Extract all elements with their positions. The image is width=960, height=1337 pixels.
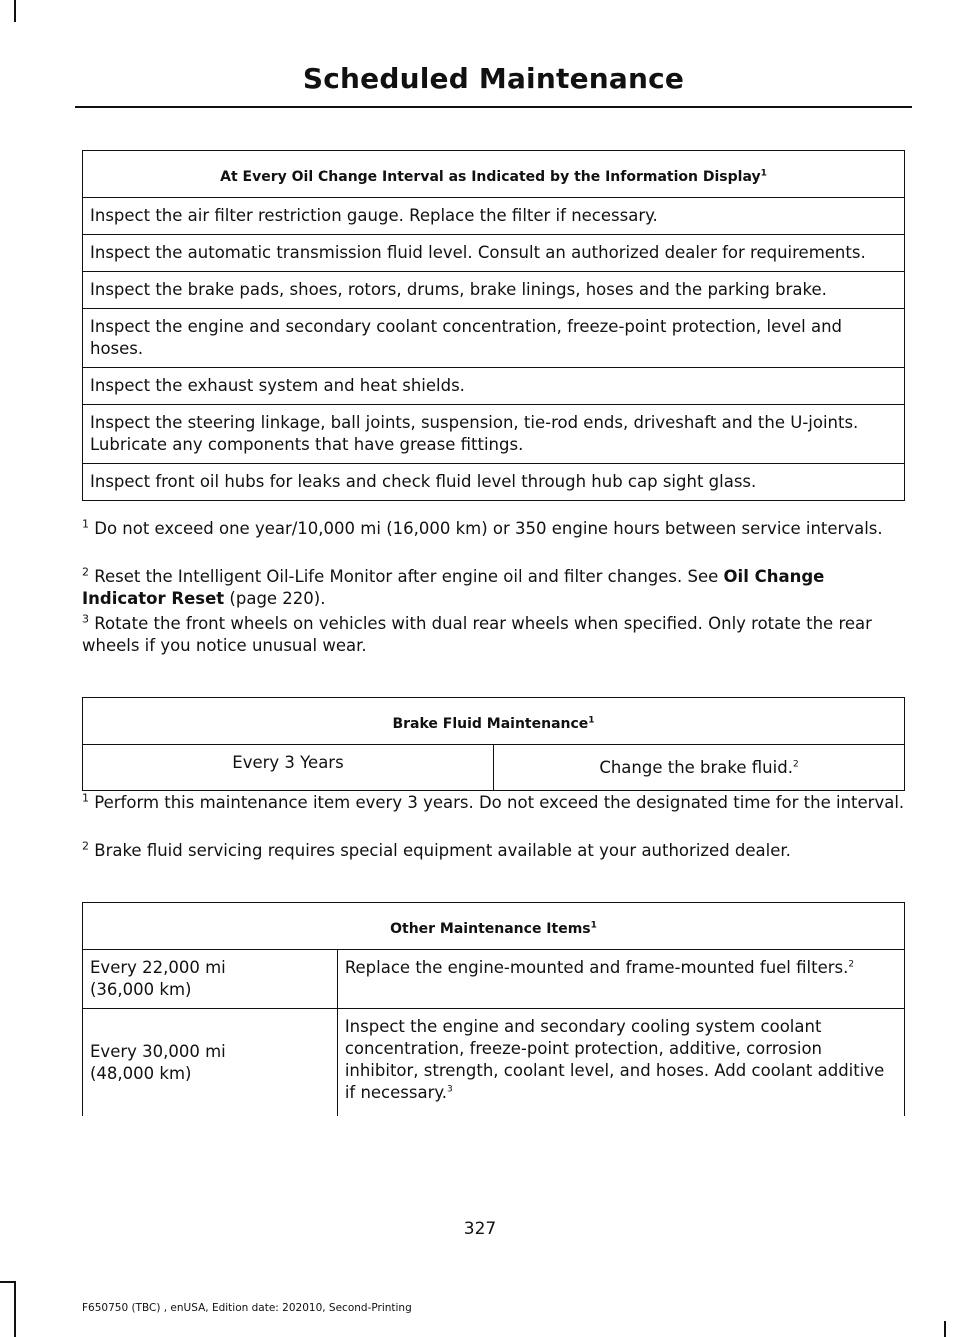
table-heading-text: Brake Fluid Maintenance [392, 716, 589, 732]
table-header-row [83, 151, 905, 198]
action-text: Change the brake fluid. [599, 757, 793, 777]
table-row [83, 745, 905, 791]
table-cell: Inspect the engine and secondary coolant concentration, freeze-point protection, level and hoses. [83, 309, 905, 368]
table-heading-text: At Every Oil Change Interval as Indicated by the Information Display [220, 169, 761, 185]
action-cell [337, 950, 904, 1009]
crop-mark [944, 1321, 946, 1337]
interval-cell: Every 3 Years [83, 745, 494, 791]
table-cell: Inspect the automatic transmission fluid level. Consult an authorized dealer for requirements. [83, 235, 905, 272]
table-row [83, 235, 905, 272]
footnote-text: Rotate the front wheels on vehicles with dual rear wheels when specified. Only rotate the rear wheels if you notice unusual wear. [82, 614, 872, 655]
footnote [82, 613, 908, 657]
table-row [83, 464, 905, 501]
crop-mark [14, 0, 16, 22]
footnote [82, 518, 908, 540]
crop-mark [0, 1281, 14, 1283]
table-cell: Inspect front oil hubs for leaks and check fluid level through hub cap sight glass. [83, 464, 905, 501]
table-header-row [83, 903, 905, 950]
footnote [82, 840, 908, 862]
footnote [82, 566, 908, 610]
footnote-ref: 2 [792, 759, 799, 769]
footnote-text: Reset the Intelligent Oil-Life Monitor after engine oil and filter changes. See [94, 567, 724, 586]
table-heading [83, 903, 905, 950]
action-text: Replace the engine-mounted and frame-mounted fuel filters. [344, 958, 849, 977]
footnote-text: Perform this maintenance item every 3 years. Do not exceed the designated time for the interval. [89, 793, 905, 812]
cross-reference-link[interactable]: Oil Change Indicator Reset [82, 567, 825, 608]
footnote-number: 1 [82, 791, 89, 805]
page-title: Scheduled Maintenance [302, 62, 685, 95]
interval-line: Every 30,000 mi [90, 1041, 226, 1061]
oil-change-table [82, 150, 905, 501]
table-row [83, 1009, 905, 1117]
footnote-text: Do not exceed one year/10,000 mi (16,000 km) or 350 engine hours between service intervals. [94, 519, 883, 538]
table-row [83, 272, 905, 309]
brake-fluid-table [82, 697, 905, 791]
table-row [83, 198, 905, 235]
table-heading [83, 698, 905, 745]
footnote-number: 2 [82, 565, 89, 579]
table-row [83, 368, 905, 405]
action-text: Inspect the engine and secondary cooling system coolant concentration, freeze-point protection, additive, corrosion inhibitor, strength, coolant level, and hoses. Add coolant additive if necessary. [344, 1017, 885, 1102]
page-reference: (page 220). [224, 589, 326, 608]
table-row [83, 405, 905, 464]
action-cell [337, 1009, 904, 1117]
table-cell: Inspect the exhaust system and heat shields. [83, 368, 905, 405]
interval-line: Every 22,000 mi [90, 958, 226, 977]
table-cell: Inspect the brake pads, shoes, rotors, drums, brake linings, hoses and the parking brake. [83, 272, 905, 309]
page-header [75, 58, 912, 108]
table-row [83, 950, 905, 1009]
crop-mark [14, 1281, 16, 1337]
footnote-ref: 1 [590, 920, 597, 931]
interval-cell [83, 1009, 338, 1117]
footnote-ref: 2 [848, 959, 855, 970]
table-heading [83, 151, 905, 198]
footnote-ref: 3 [447, 1084, 453, 1095]
table-cell: Inspect the steering linkage, ball joints, suspension, tie-rod ends, driveshaft and the U-joints. Lubricate any components that have grease fittings. [83, 405, 905, 464]
edition-footer: F650750 (TBC) , enUSA, Edition date: 202010, Second-Printing [82, 1302, 412, 1314]
action-cell [494, 745, 905, 791]
page-number: 327 [463, 1219, 497, 1239]
footnote-ref: 1 [588, 715, 595, 726]
table-row [83, 309, 905, 368]
footnote-number: 2 [82, 839, 89, 853]
footnote-number: 1 [82, 517, 89, 531]
footnote-text: Brake fluid servicing requires special equipment available at your authorized dealer. [94, 841, 791, 860]
footnote [82, 792, 908, 814]
interval-line: (36,000 km) [90, 980, 192, 999]
other-maintenance-table [82, 902, 905, 1116]
footnote-ref: 1 [760, 168, 767, 179]
table-header-row [83, 698, 905, 745]
interval-line: (48,000 km) [90, 1063, 192, 1083]
table-cell: Inspect the air filter restriction gauge. Replace the filter if necessary. [83, 198, 905, 235]
table-heading-text: Other Maintenance Items [390, 921, 591, 937]
footnote-number: 3 [82, 612, 89, 626]
interval-cell [83, 950, 338, 1009]
